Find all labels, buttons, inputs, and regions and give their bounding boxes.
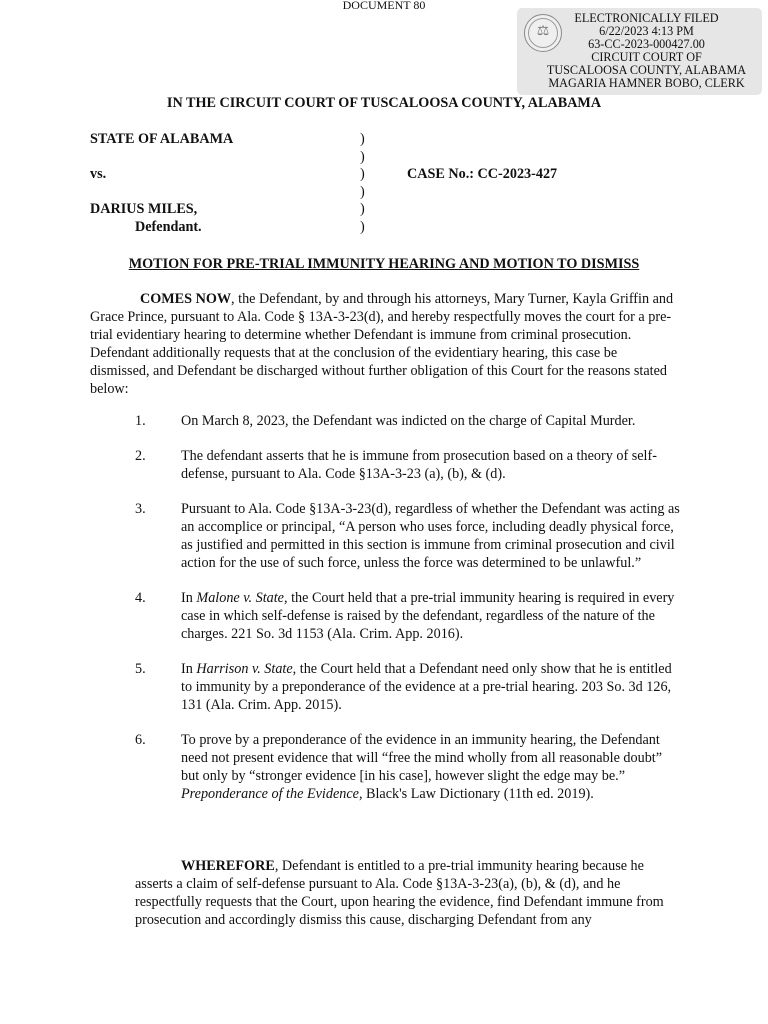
list-item <box>135 412 680 430</box>
defendant-label: Defendant. <box>135 218 202 235</box>
item-text: The defendant asserts that he is immune from prosecution based on a theory of self- defense, pursuant to Ala. Code §13A-3-23 (a), (b), & (d). <box>181 448 657 482</box>
defendant-name: DARIUS MILES, <box>90 201 198 217</box>
list-item <box>135 731 680 803</box>
stamp-line-county: TUSCALOOSA COUNTY, ALABAMA <box>546 63 747 77</box>
motion-title: MOTION FOR PRE-TRIAL IMMUNITY HEARING AND MOTION TO DISMISS <box>128 256 640 272</box>
caption-paren: ) <box>360 148 365 165</box>
item-number: 2. <box>135 448 146 464</box>
item-number: 4. <box>135 590 146 606</box>
item-post: , Black's Law Dictionary (11th ed. 2019). <box>358 786 594 802</box>
stamp-line-court: CIRCUIT COURT OF <box>591 50 702 64</box>
item-number: 1. <box>135 413 146 429</box>
stamp-line-clerk: MAGARIA HAMNER BOBO, CLERK <box>548 76 745 90</box>
item-number: 6. <box>135 732 146 748</box>
item-number: 5. <box>135 661 146 677</box>
numbered-list <box>135 412 680 820</box>
caption-paren: ) <box>360 183 365 200</box>
caption-paren: ) <box>360 166 365 182</box>
intro-text: , the Defendant, by and through his attorneys, Mary Turner, Kayla Griffin and Grace Prince, pursuant to Ala. Code § 13A-3-23(d), and hereby respectfully moves the court for a pre-trial evidentiary hearing to determine whether Defendant is immune from criminal prosecution. Defendant additionally requests that at the conclusion of the evidentiary hearing, this case be dismissed, and Defendant be discharged without further obligation of this Court for the reasons stated below: <box>90 291 674 397</box>
list-item <box>135 500 680 572</box>
caption-paren: ) <box>360 201 365 217</box>
stamp-line-filed: ELECTRONICALLY FILED <box>574 11 719 25</box>
item-text: To prove by a preponderance of the evidence in an immunity hearing, the Defendant need not present evidence that will “free the mind wholly from all reasonable doubt” but only by “stronger evidence [in his case], however slight the edge may be.” <box>181 732 663 784</box>
conclusion-lead: WHEREFORE <box>181 858 275 874</box>
case-number: CASE No.: CC-2023-427 <box>407 166 558 182</box>
caption-paren: ) <box>360 218 365 235</box>
item-pre: In <box>181 590 197 606</box>
list-item <box>135 660 680 714</box>
item-text: Pursuant to Ala. Code §13A-3-23(d), regardless of whether the Defendant was acting as an accomplice or principal, “A person who uses force, including deadly physical force, as justified and permitted in this section is immune from criminal prosecution and civil action for the use of such force, unless the force was determined to be unlawful.” <box>181 501 680 571</box>
item-text: On March 8, 2023, the Defendant was indicted on the charge of Capital Murder. <box>181 413 636 429</box>
caption-paren: ) <box>360 131 365 147</box>
case-citation: Harrison v. State <box>196 661 293 677</box>
intro-paragraph <box>90 290 680 398</box>
court-heading: IN THE CIRCUIT COURT OF TUSCALOOSA COUNTY, ALABAMA <box>166 95 602 111</box>
item-text: , the Court held that a pre-trial immunity hearing is required in every case in which self-defense is raised by the defendant, regardless of the nature of the charges. 221 So. 3d 1153 (Ala. Crim. App. 2016). <box>181 590 675 642</box>
list-item <box>135 447 680 483</box>
document-number: DOCUMENT 80 <box>342 0 426 12</box>
plaintiff: STATE OF ALABAMA <box>90 131 234 147</box>
list-item <box>135 589 680 643</box>
intro-lead: COMES NOW <box>140 291 232 307</box>
case-citation: Malone v. State <box>196 590 284 606</box>
stamp-text <box>531 12 762 90</box>
source-citation: Preponderance of the Evidence <box>181 786 359 802</box>
item-pre: In <box>181 661 197 677</box>
item-number: 3. <box>135 501 146 517</box>
conclusion-text: , Defendant is entitled to a pre-trial immunity hearing because he asserts a claim of self-defense pursuant to Ala. Code §13A-3-23(a), (b), & (d), and he respectfully requests that the Court, upon hearing the evidence, find Defendant immune from prosecution and accordingly dismiss this cause, discharging Defendant from any <box>135 858 664 928</box>
conclusion-paragraph <box>135 857 680 929</box>
stamp-line-datetime: 6/22/2023 4:13 PM <box>599 24 694 38</box>
electronic-filing-stamp <box>517 8 762 95</box>
versus: vs. <box>90 166 107 182</box>
stamp-line-docket: 63-CC-2023-000427.00 <box>588 37 705 51</box>
scales-icon: ⚖ <box>536 24 550 39</box>
item-text: , the Court held that a Defendant need only show that he is entitled to immunity by a preponderance of the evidence at a pre-trial hearing. 203 So. 3d 126, 131 (Ala. Crim. App. 2015). <box>181 661 672 713</box>
case-caption <box>90 130 690 235</box>
